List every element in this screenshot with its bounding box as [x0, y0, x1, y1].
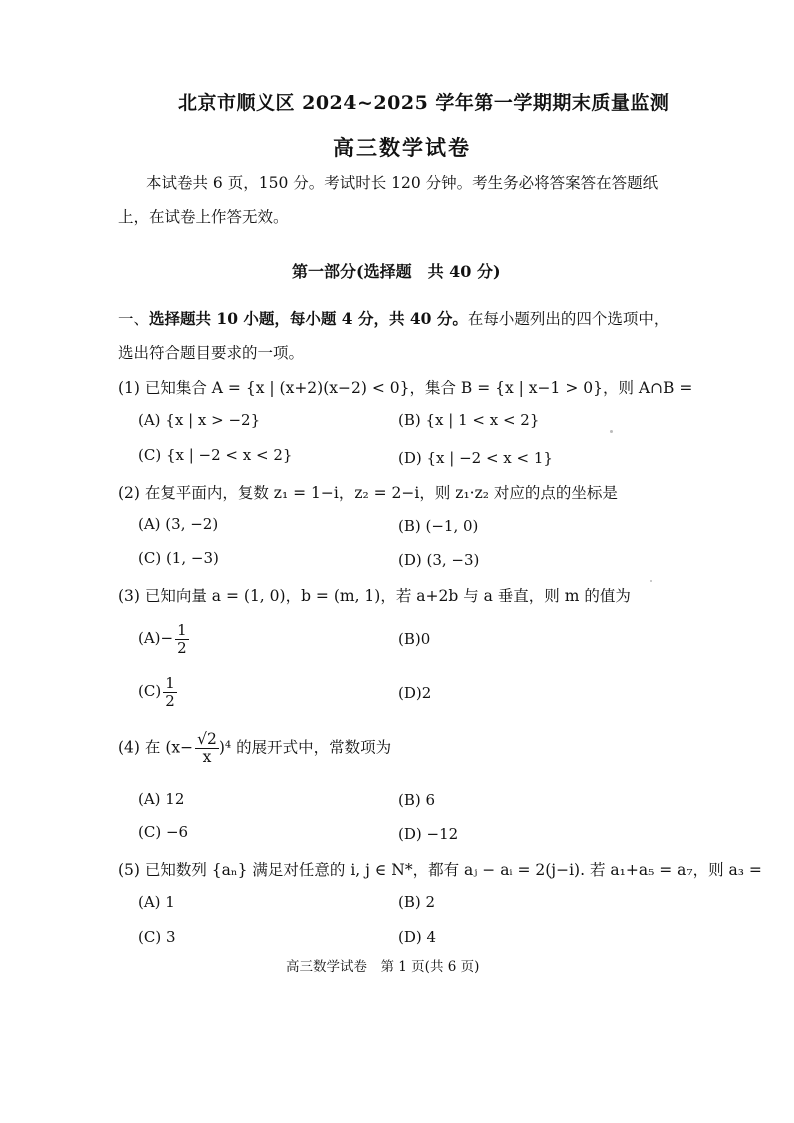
question-1-stem: (1) 已知集合 A = {x | (x+2)(x−2) < 0}，集合 B = {x | x−1 > 0}，则 A∩B =: [118, 379, 693, 397]
question-4-option-b: (B) 6: [398, 791, 436, 809]
question-3-option-b-label: (B): [398, 630, 421, 648]
question-3-option-c-label: (C): [138, 682, 162, 700]
question-5-option-b: (B) 2: [398, 893, 436, 911]
fraction-denominator: 2: [177, 638, 187, 657]
question-2-option-b: (B) (−1, 0): [398, 517, 479, 535]
fraction-numerator: 1: [177, 621, 187, 639]
question-2-option-a: (A) (3, −2): [138, 515, 219, 533]
question-4-option-a: (A) 12: [138, 790, 185, 808]
question-4-stem: [118, 731, 391, 766]
exam-subtitle: 高三数学试卷: [333, 135, 471, 160]
exam-intro: 本试卷共 6 页，150 分。考试时长 120 分钟。考生务必将答案答在答题纸上，在试卷上作答无效。: [118, 174, 659, 226]
exam-title: 北京市顺义区 2024~2025 学年第一学期期末质量监测: [178, 92, 670, 114]
part-heading: 第一部分(选择题 共 40 分): [292, 262, 501, 281]
section-instruction: [118, 302, 678, 370]
question-3-option-a-sign: −: [160, 629, 174, 647]
question-4-stem-prefix: (4) 在: [118, 738, 161, 757]
question-3-option-d-label: (D): [398, 684, 422, 702]
fraction-denominator: x: [202, 748, 212, 767]
page-footer: 高三数学试卷 第 1 页(共 6 页): [286, 959, 480, 975]
question-3-option-c-fraction: [163, 675, 177, 709]
question-3-option-c: [138, 675, 177, 709]
question-4-option-c: (C) −6: [138, 823, 189, 841]
question-2-option-c: (C) (1, −3): [138, 549, 219, 567]
question-1-option-c: (C) {x | −2 < x < 2}: [138, 446, 293, 464]
question-1-option-a: (A) {x | x > −2}: [138, 411, 261, 429]
question-3-stem: (3) 已知向量 a = (1, 0)，b = (m, 1)，若 a+2b 与 a 垂直，则 m 的值为: [118, 587, 631, 605]
question-3-option-a: [138, 622, 189, 656]
question-5-option-c: (C) 3: [138, 928, 176, 946]
question-1-option-b: (B) {x | 1 < x < 2}: [398, 411, 540, 429]
scan-speck: [650, 580, 652, 582]
question-3-option-b-value: 0: [420, 630, 431, 648]
question-3-option-d-value: 2: [421, 684, 432, 702]
question-3-option-b: [398, 630, 430, 648]
question-5-stem: (5) 已知数列 {aₙ} 满足对任意的 i, j ∈ N*，都有 aⱼ − aᵢ = 2(j−i). 若 a₁+a₅ = a₇，则 a₃ =: [118, 861, 762, 879]
fraction-denominator: 2: [165, 691, 175, 710]
question-3-option-d: [398, 684, 431, 702]
question-4-stem-suffix: 的展开式中，常数项为: [236, 738, 392, 757]
question-5-option-a: (A) 1: [138, 893, 175, 911]
question-5-option-d: (D) 4: [398, 928, 437, 946]
fraction-numerator: √2: [197, 730, 217, 748]
question-2-option-d: (D) (3, −3): [398, 551, 480, 569]
fraction-numerator: 1: [165, 674, 175, 692]
question-3-option-a-label: (A): [138, 629, 161, 647]
question-3-option-a-fraction: [175, 622, 189, 656]
question-1-option-d: (D) {x | −2 < x < 1}: [398, 449, 553, 467]
question-2-stem: (2) 在复平面内，复数 z₁ = 1−i，z₂ = 2−i，则 z₁·z₂ 对应的点的坐标是: [118, 484, 618, 502]
question-4-option-d: (D) −12: [398, 825, 459, 843]
section-instruction-rest: 在每小题列出的四个选项中，选出符合题目要求的一项。: [118, 310, 670, 362]
scan-speck: [610, 430, 613, 433]
question-4-expression-right: )⁴: [218, 738, 232, 757]
section-instruction-bold: 选择题共 10 小题，每小题 4 分，共 40 分。: [149, 309, 468, 328]
section-label: 一、: [118, 310, 150, 328]
question-4-expression-fraction: [195, 731, 219, 766]
question-4-expression-left: (x−: [165, 738, 194, 757]
